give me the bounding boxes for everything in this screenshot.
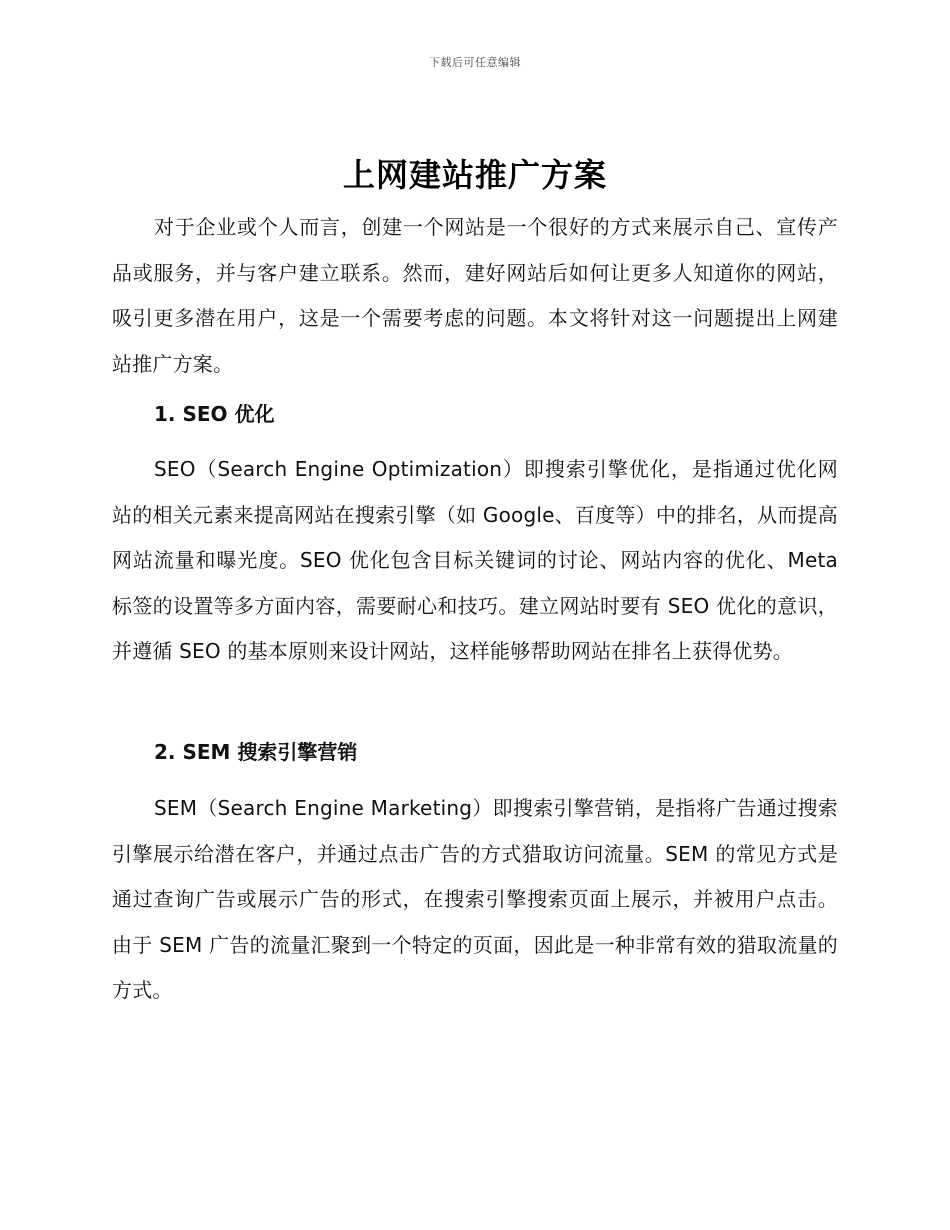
intro-paragraph: 对于企业或个人而言，创建一个网站是一个很好的方式来展示自己、宣传产品或服务，并与客户建立联系。然而，建好网站后如何让更多人知道你的网站，吸引更多潜在用户，这是一个需要考虑的问题。本文将针对这一问题提出上网建站推广方案。 (112, 215, 838, 376)
header-note: 下载后可任意编辑 (429, 56, 521, 69)
section-body-sem: SEM（Search Engine Marketing）即搜索引擎营销，是指将广告通过搜索引擎展示给潜在客户，并通过点击广告的方式猎取访问流量。SEM 的常见方式是通过查询广告或展示广告的形式，在搜索引擎搜索页面上展示，并被用户点击。由于 SEM 广告的流量汇聚到一个特定的页面，因此是一种非常有效的猎取流量的方式。 (112, 796, 838, 1002)
section-heading-sem: 2. SEM 搜索引擎营销 (154, 740, 358, 764)
section-heading-seo: 1. SEO 优化 (154, 402, 275, 426)
document-title: 上网建站推广方案 (342, 156, 607, 194)
section-body-seo: SEO（Search Engine Optimization）即搜索引擎优化，是指通过优化网站的相关元素来提高网站在搜索引擎（如 Google、百度等）中的排名，从而提高网站流量和曝光度。SEO 优化包含目标关键词的讨论、网站内容的优化、Meta 标签的设置等多方面内容，需要耐心和技巧。建立网站时要有 SEO 优化的意识，并遵循 SEO 的基本原则来设计网站，这样能够帮助网站在排名上获得优势。 (112, 457, 838, 663)
